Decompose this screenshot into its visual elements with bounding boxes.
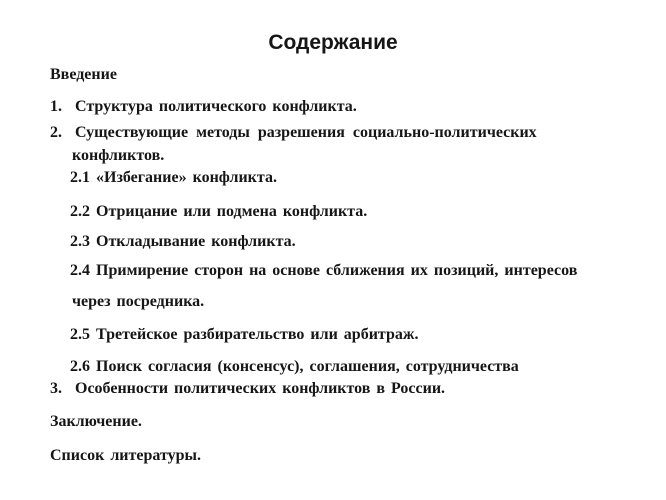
- toc-subitem-2-4-continued: через посредника.: [72, 293, 205, 310]
- page-title: Содержание: [268, 31, 398, 54]
- toc-item-2-text: Существующие методы разрешения социально-политических: [75, 124, 537, 141]
- toc-subitem-2-2: 2.2 Отрицание или подмена конфликта.: [70, 203, 368, 220]
- toc-subitem-2-5: 2.5 Третейское разбирательство или арбитраж.: [70, 326, 419, 343]
- toc-subitem-2-3: 2.3 Откладывание конфликта.: [70, 233, 296, 250]
- toc-subitem-2-4: 2.4 Примирение сторон на основе сближения их позиций, интересов: [70, 262, 578, 279]
- toc-subitem-2-1: 2.1 «Избегание» конфликта.: [70, 169, 277, 186]
- toc-line-conclusion: Заключение.: [50, 413, 142, 430]
- toc-item-2-number: 2.: [50, 124, 62, 141]
- toc-item-2: [50, 123, 537, 143]
- toc-line-introduction: Введение: [50, 66, 117, 83]
- toc-item-1-text: Структура политического конфликта.: [75, 98, 357, 115]
- toc-subitem-2-6: 2.6 Поиск согласия (консенсус), соглашения, сотрудничества: [70, 358, 519, 375]
- toc-item-3: [50, 379, 445, 399]
- toc-item-1-number: 1.: [50, 98, 62, 115]
- toc-line-bibliography: Список литературы.: [50, 447, 201, 464]
- toc-item-1: [50, 97, 357, 117]
- toc-item-3-text: Особенности политических конфликтов в России.: [75, 380, 446, 397]
- toc-item-3-number: 3.: [50, 380, 62, 397]
- toc-item-2-text-continued: конфликтов.: [72, 147, 165, 164]
